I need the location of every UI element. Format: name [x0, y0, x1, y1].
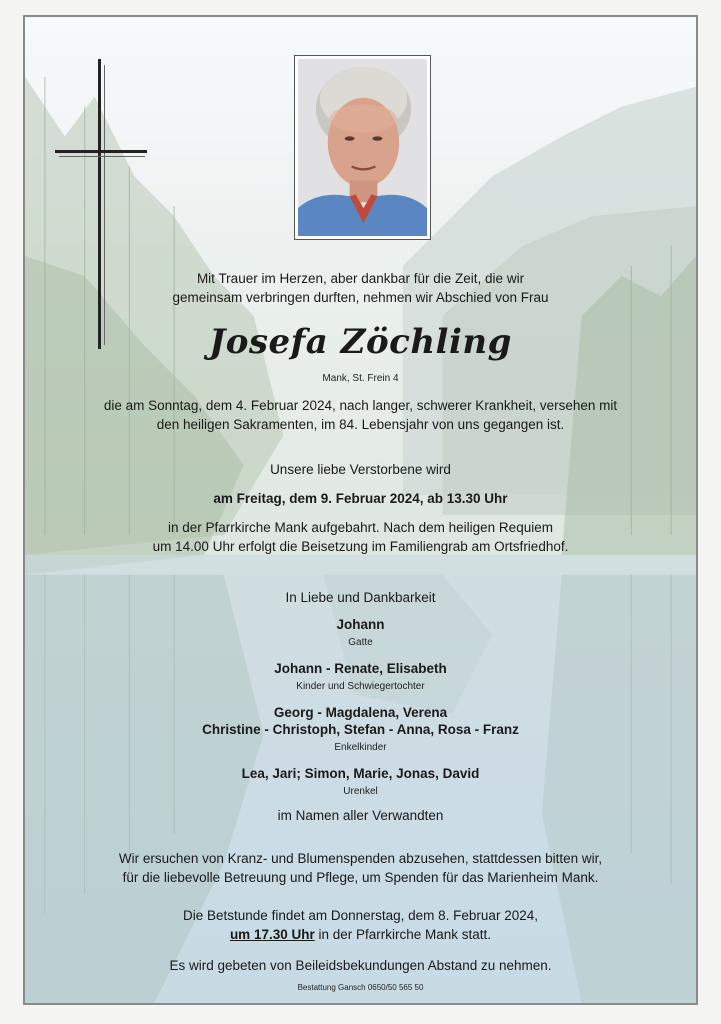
portrait-photo — [294, 55, 431, 240]
viewing-text-line-2: um 14.00 Uhr erfolgt die Beisetzung im Familiengrab am Ortsfriedhof. — [152, 539, 569, 554]
mourner-name: Lea, Jari; Simon, Marie, Jonas, David — [241, 766, 480, 781]
mourner-relation: Kinder und Schwiegertochter — [296, 681, 425, 692]
location: Mank, St. Frein 4 — [322, 373, 399, 384]
prayer-line-2 — [25, 925, 696, 944]
condolence-note: Es wird gebeten von Beileidsbekundungen Abstand zu nehmen. — [169, 958, 552, 973]
death-notice-line-1: die am Sonntag, dem 4. Februar 2024, nach langer, schwerer Krankheit, versehen mit — [103, 398, 618, 413]
deceased-name: Josefa Zöchling — [209, 322, 512, 362]
death-notice-line-2: den heiligen Sakramenten, im 84. Lebensjahr von uns gegangen ist. — [156, 417, 565, 432]
mourner-relation: Gatte — [348, 637, 373, 648]
relatives-line: im Namen aller Verwandten — [277, 808, 444, 823]
mourner-relation: Enkelkinder — [334, 742, 387, 753]
viewing-text-line-1: in der Pfarrkirche Mank aufgebahrt. Nach dem heiligen Requiem — [168, 520, 553, 535]
love-line: In Liebe und Dankbarkeit — [285, 590, 436, 605]
mourner-name: Johann - Renate, Elisabeth — [274, 661, 447, 676]
cross-shadow-horizontal — [59, 156, 145, 157]
funeral-home-footer: Bestattung Gansch 0650/50 565 50 — [297, 983, 424, 992]
intro-line-1: Mit Trauer im Herzen, aber dankbar für die Zeit, die wir — [196, 271, 525, 286]
parte-frame — [23, 15, 698, 1005]
prayer-time: um 17.30 Uhr — [229, 927, 315, 942]
prayer-line-1: Die Betstunde findet am Donnerstag, dem 8. Februar 2024, — [183, 908, 538, 923]
mourner-name: Christine - Christoph, Stefan - Anna, Rosa - Franz — [202, 722, 519, 737]
viewing-intro: Unsere liebe Verstorbene wird — [270, 462, 451, 477]
viewing-date: am Freitag, dem 9. Februar 2024, ab 13.30 Uhr — [213, 491, 508, 506]
donation-line-1: Wir ersuchen von Kranz- und Blumenspenden abzusehen, stattdessen bitten wir, — [118, 851, 603, 866]
prayer-line-2-rest: in der Pfarrkirche Mank statt. — [314, 927, 492, 942]
donation-line-2: für die liebevolle Betreuung und Pflege, um Spenden für das Marienheim Mank. — [122, 870, 599, 885]
cross-bar — [55, 150, 147, 153]
intro-line-2: gemeinsam verbringen durften, nehmen wir Abschied von Frau — [172, 290, 549, 305]
portrait-image — [298, 59, 427, 236]
mourner-name: Georg - Magdalena, Verena — [273, 705, 448, 720]
mourner-name: Johann — [336, 617, 385, 632]
mourner-relation: Urenkel — [343, 786, 378, 797]
